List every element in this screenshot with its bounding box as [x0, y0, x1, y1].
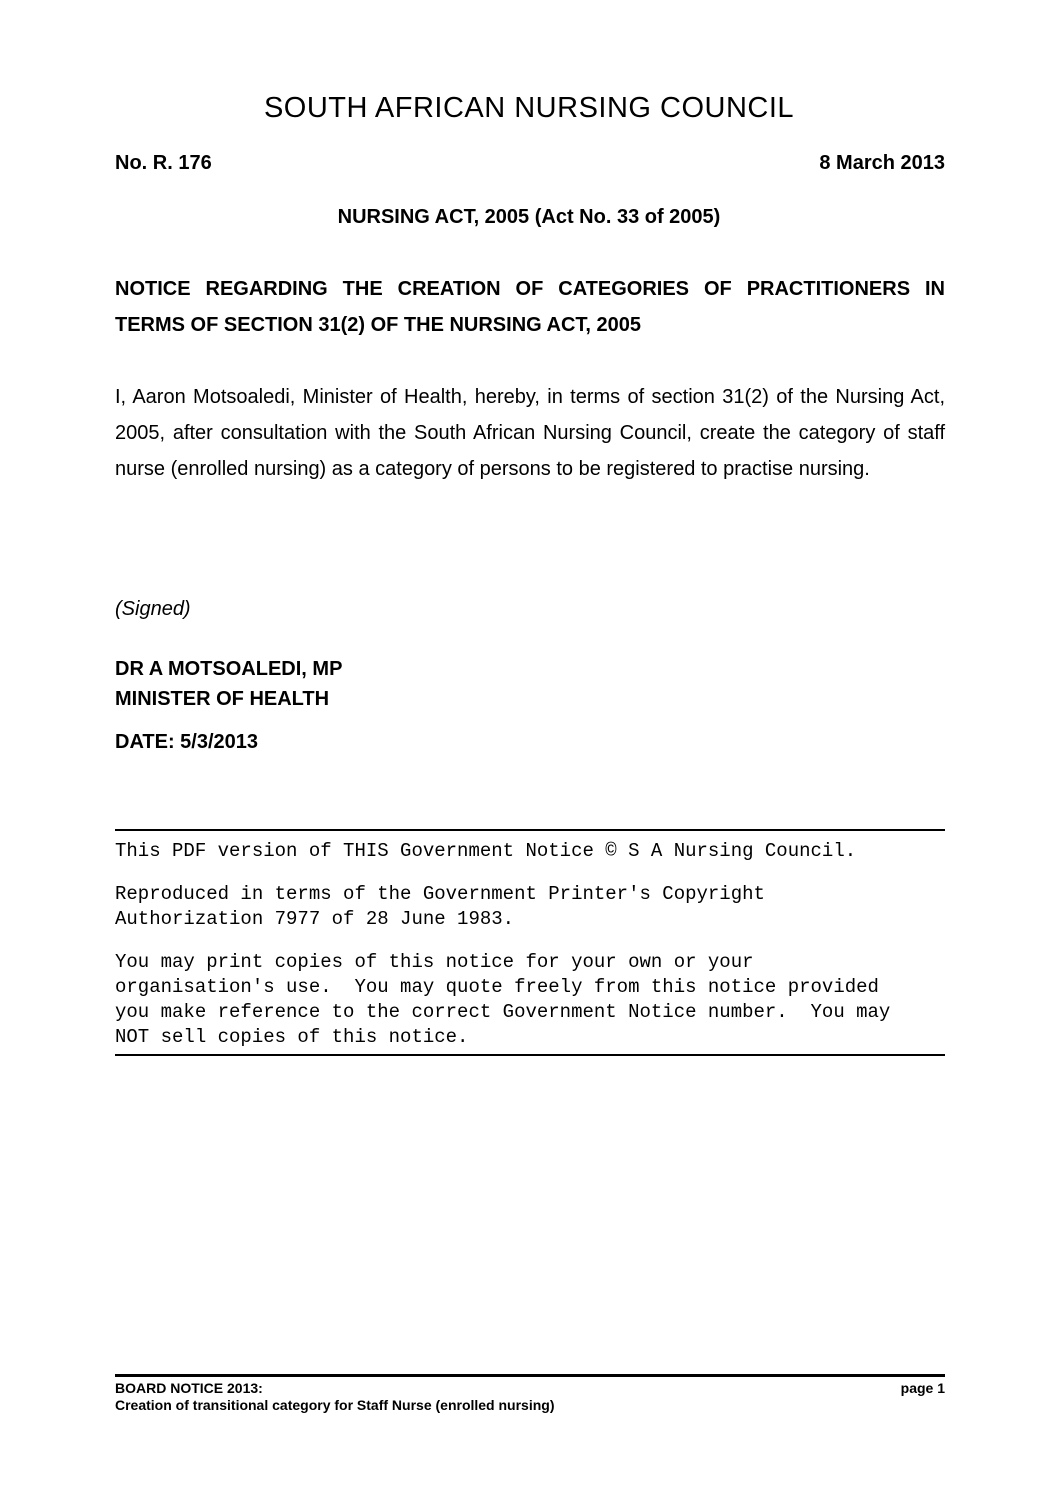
signed-placeholder: (Signed) — [115, 598, 191, 620]
notice-heading: NOTICE REGARDING THE CREATION OF CATEGORIES OF PRACTITIONERS IN TERMS OF SECTION 31(2) OF THE NURSING ACT, 2005 — [115, 278, 945, 336]
copyright-paragraph-1 — [115, 839, 945, 864]
signatory-title: MINISTER OF HEALTH — [115, 688, 330, 710]
copyright-line: you make reference to the correct Government Notice number. You may — [115, 1001, 891, 1023]
copyright-line: Authorization 7977 of 28 June 1983. — [115, 908, 515, 930]
copyright-line: NOT sell copies of this notice. — [115, 1026, 469, 1048]
copyright-notice-block — [115, 829, 945, 1056]
footer-notice-description: Creation of transitional category for Staff Nurse (enrolled nursing) — [115, 1397, 555, 1413]
copyright-line: You may print copies of this notice for your own or your — [115, 951, 754, 973]
copyright-paragraph-3 — [115, 950, 945, 1050]
page-footer — [115, 1374, 945, 1414]
copyright-line: Reproduced in terms of the Government Printer's Copyright — [115, 883, 765, 905]
document-title: SOUTH AFRICAN NURSING COUNCIL — [263, 92, 795, 124]
notice-number: No. R. 176 — [115, 152, 212, 174]
signatory-block — [115, 654, 342, 714]
notice-body-paragraph: I, Aaron Motsoaledi, Minister of Health, hereby, in terms of section 31(2) of the Nursing Act, 2005, after consultation with the South African Nursing Council, create the category of staff nurse (enrolled nursing) as a category of persons to be registered to practise nursing. — [115, 386, 945, 480]
footer-notice-info — [115, 1380, 555, 1414]
copyright-paragraph-2 — [115, 882, 945, 932]
footer-page-number: page 1 — [900, 1380, 945, 1396]
signatory-name: DR A MOTSOALEDI, MP — [115, 658, 343, 680]
notice-header-row — [115, 152, 945, 175]
copyright-line: This PDF version of THIS Government Notice © S A Nursing Council. — [115, 840, 857, 862]
notice-date: 8 March 2013 — [819, 152, 945, 174]
copyright-line: organisation's use. You may quote freely from this notice provided — [115, 976, 879, 998]
act-title: NURSING ACT, 2005 (Act No. 33 of 2005) — [337, 206, 721, 228]
footer-board-notice: BOARD NOTICE 2013: — [115, 1380, 263, 1396]
signature-date: DATE: 5/3/2013 — [115, 731, 259, 753]
